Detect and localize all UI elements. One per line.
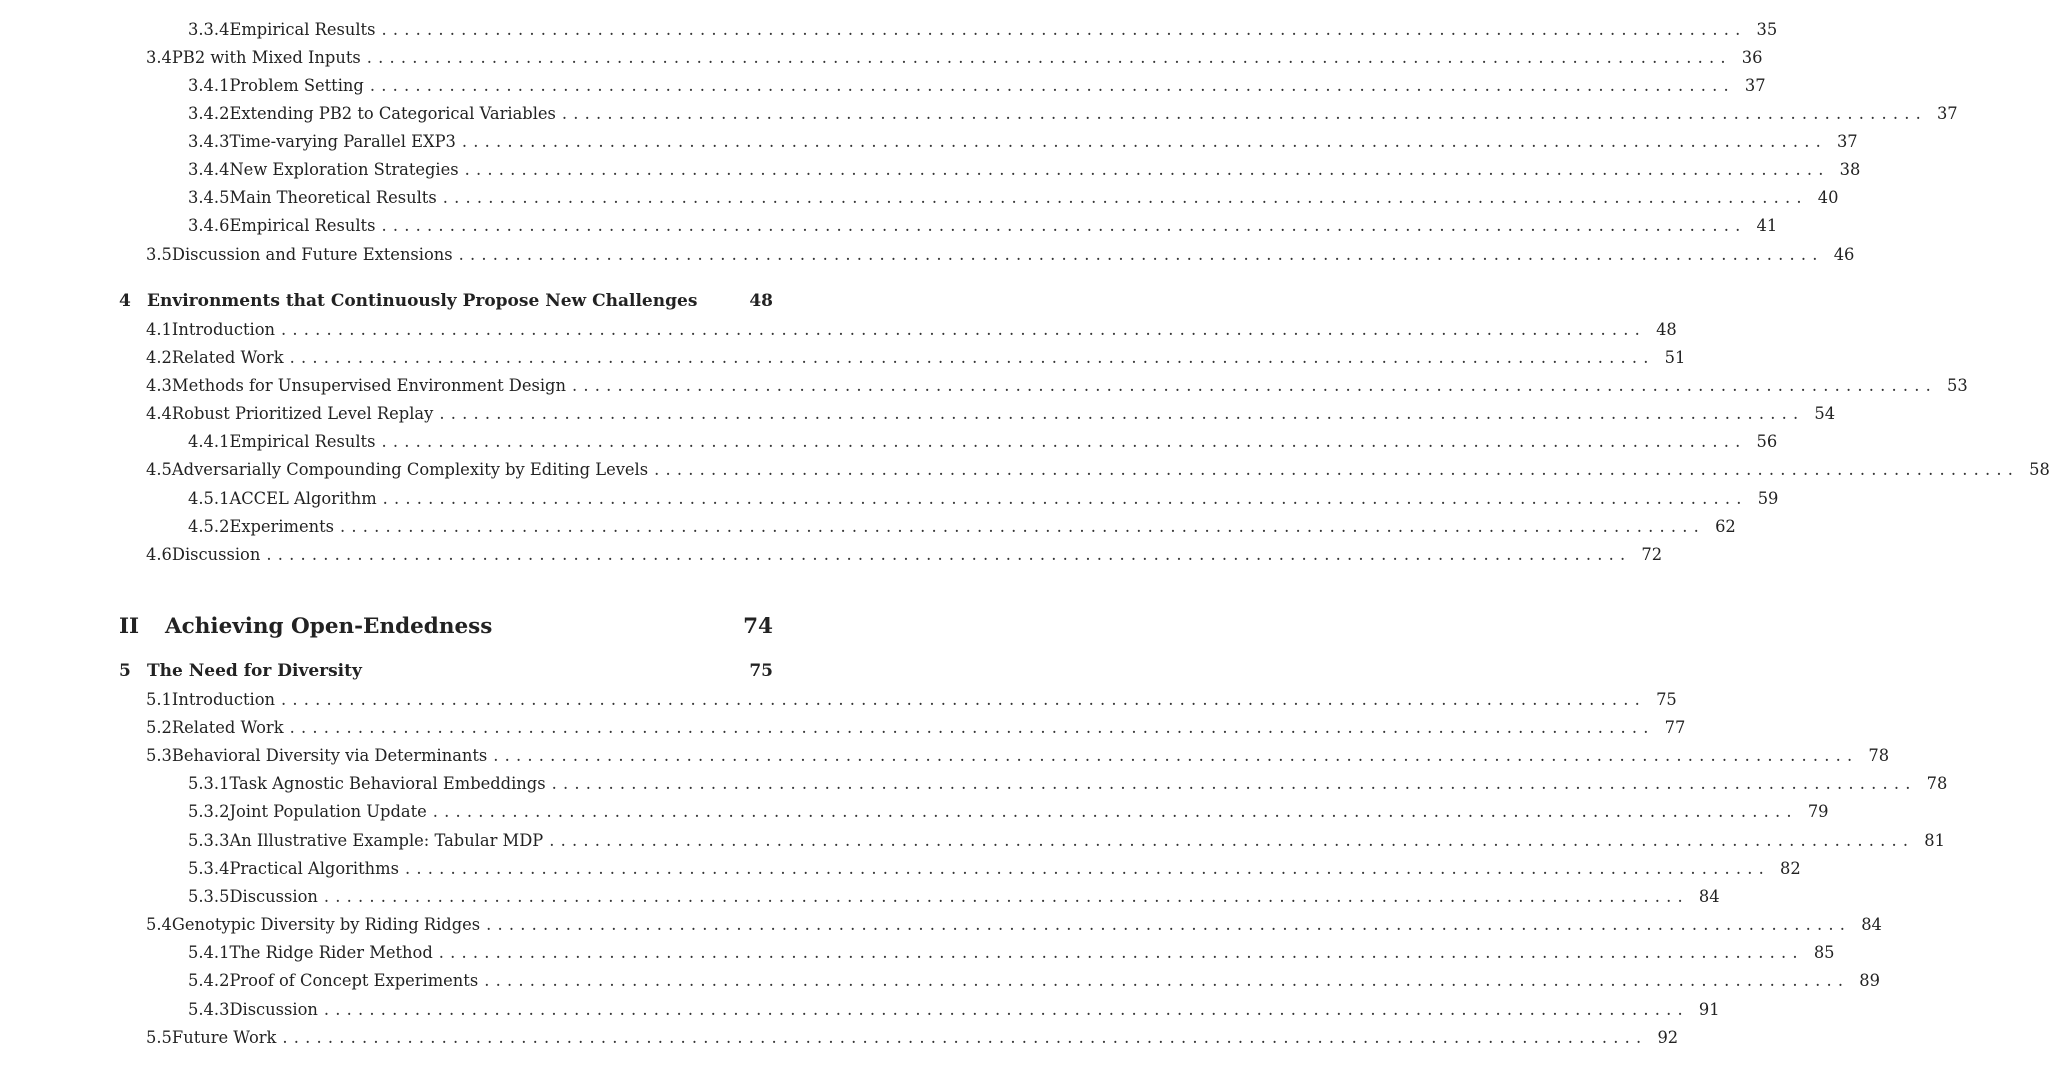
toc-page-number: 78 bbox=[1868, 745, 1890, 765]
toc-title: Related Work bbox=[171, 717, 284, 737]
dot-leader: ........................................................................................................................ bbox=[439, 403, 1805, 423]
toc-number: 4.5 bbox=[146, 459, 172, 479]
toc-page-number: 51 bbox=[1664, 347, 1686, 367]
toc-title: Related Work bbox=[171, 347, 284, 367]
toc-entry-sub[interactable] bbox=[188, 771, 1948, 795]
toc-number: 3.4.4 bbox=[188, 159, 230, 179]
toc-page-number: 89 bbox=[1859, 970, 1880, 990]
toc-entry-sub[interactable] bbox=[188, 486, 1779, 510]
dot-leader: ........................................................................................................................ bbox=[369, 75, 1735, 95]
toc-title: PB2 with Mixed Inputs bbox=[171, 47, 361, 67]
toc-entry-sec[interactable] bbox=[146, 401, 1836, 425]
toc-number: 3.3.4 bbox=[188, 19, 230, 39]
toc-title: Environments that Continuously Propose New Challenges bbox=[147, 291, 698, 311]
dot-leader: ........................................................................................................................ bbox=[381, 19, 1747, 39]
toc-title: Discussion bbox=[229, 999, 318, 1019]
toc-page-number: 91 bbox=[1698, 999, 1720, 1019]
toc-title: Discussion bbox=[229, 886, 318, 906]
toc-entry-sub[interactable] bbox=[188, 940, 1835, 964]
toc-title: Introduction bbox=[171, 319, 276, 339]
toc-page-number: 37 bbox=[1836, 131, 1858, 151]
dot-leader: ........................................................................................................................ bbox=[289, 717, 1655, 737]
dot-leader: ........................................................................................................................ bbox=[323, 999, 1689, 1019]
dot-leader: ........................................................................................................................ bbox=[432, 801, 1798, 821]
toc-entry-sec[interactable] bbox=[146, 242, 1855, 266]
toc-number: 3.5 bbox=[146, 244, 172, 264]
toc-number: 5.4 bbox=[146, 914, 172, 934]
toc-title: Empirical Results bbox=[229, 19, 376, 39]
toc-title: Discussion bbox=[171, 544, 261, 564]
toc-entry-sec[interactable] bbox=[146, 743, 1890, 767]
toc-title: Adversarially Compounding Complexity by Editing Levels bbox=[171, 459, 649, 479]
dot-leader: ........................................................................................................................ bbox=[549, 830, 1915, 850]
toc-entry-sub[interactable] bbox=[188, 185, 1839, 209]
dot-leader: ........................................................................................................................ bbox=[442, 187, 1808, 207]
toc-entry-sub[interactable] bbox=[188, 101, 1958, 125]
toc-number: II bbox=[119, 613, 140, 639]
toc-page-number: 48 bbox=[749, 291, 773, 311]
toc-number: 5.5 bbox=[146, 1027, 172, 1047]
dot-leader: ........................................................................................................................ bbox=[486, 914, 1852, 934]
toc-number: 4.4.1 bbox=[188, 431, 230, 451]
toc-page-number: 75 bbox=[1656, 689, 1677, 709]
toc-page-number: 41 bbox=[1756, 215, 1778, 235]
toc-page-number: 84 bbox=[1698, 886, 1720, 906]
toc-title: Discussion and Future Extensions bbox=[171, 244, 453, 264]
toc-entry-sub[interactable] bbox=[188, 856, 1801, 880]
toc-title: Proof of Concept Experiments bbox=[229, 970, 479, 990]
dot-leader: ........................................................................................................................ bbox=[461, 131, 1827, 151]
dot-leader: ........................................................................................................................ bbox=[382, 488, 1748, 508]
toc-page-number: 92 bbox=[1657, 1027, 1679, 1047]
toc-title: An Illustrative Example: Tabular MDP bbox=[229, 830, 544, 850]
toc-page-number: 59 bbox=[1757, 488, 1779, 508]
toc-number: 3.4.1 bbox=[188, 75, 230, 95]
toc-number: 4.2 bbox=[146, 347, 172, 367]
toc-title: Experiments bbox=[229, 516, 335, 536]
toc-page-number: 37 bbox=[1936, 103, 1958, 123]
dot-leader: ........................................................................................................................ bbox=[464, 159, 1830, 179]
toc-number: 3.4 bbox=[146, 47, 172, 67]
toc-title: Behavioral Diversity via Determinants bbox=[171, 745, 488, 765]
toc-number: 5.3 bbox=[146, 745, 172, 765]
toc-page-number: 84 bbox=[1861, 914, 1882, 934]
dot-leader: ........................................................................................................................ bbox=[381, 215, 1747, 235]
dot-leader: ........................................................................................................................ bbox=[282, 1027, 1648, 1047]
toc-title: Achieving Open-Endedness bbox=[165, 613, 493, 639]
toc-page-number: 74 bbox=[743, 613, 773, 639]
toc-number: 5.3.3 bbox=[188, 830, 230, 850]
toc-entry-sub[interactable] bbox=[188, 968, 1880, 992]
toc-entry-sub[interactable] bbox=[188, 213, 1778, 237]
dot-leader: ........................................................................................................................ bbox=[366, 47, 1732, 67]
dot-leader: ........................................................................................................................ bbox=[289, 347, 1655, 367]
dot-leader: ........................................................................................................................ bbox=[571, 375, 1937, 395]
toc-number: 3.4.2 bbox=[188, 103, 230, 123]
toc-title: Genotypic Diversity by Riding Ridges bbox=[171, 914, 481, 934]
toc-page-number: 46 bbox=[1833, 244, 1855, 264]
toc-number: 4.4 bbox=[146, 403, 172, 423]
toc-entry-sec[interactable] bbox=[146, 912, 1882, 936]
toc-number: 5.4.1 bbox=[188, 942, 230, 962]
dot-leader: ........................................................................................................................ bbox=[404, 858, 1771, 878]
toc-number: 4.3 bbox=[146, 375, 172, 395]
toc-page-number: 85 bbox=[1813, 942, 1835, 962]
toc-entry-sub[interactable] bbox=[188, 828, 1945, 852]
toc-title: Joint Population Update bbox=[229, 801, 427, 821]
dot-leader: ........................................................................................................................ bbox=[281, 319, 1647, 339]
toc-title: The Need for Diversity bbox=[147, 661, 362, 681]
toc-entry-chap[interactable] bbox=[119, 659, 773, 683]
toc-title: Time-varying Parallel EXP3 bbox=[229, 131, 456, 151]
toc-number: 5.3.1 bbox=[188, 773, 230, 793]
toc-number: 5.3.2 bbox=[188, 801, 230, 821]
toc-title: The Ridge Rider Method bbox=[229, 942, 433, 962]
toc-number: 4.5.2 bbox=[188, 516, 230, 536]
toc-number: 5 bbox=[119, 661, 131, 681]
toc-number: 4.1 bbox=[146, 319, 172, 339]
toc-title: New Exploration Strategies bbox=[229, 159, 459, 179]
dot-leader: ........................................................................................................................ bbox=[323, 886, 1689, 906]
toc-title: Empirical Results bbox=[229, 215, 376, 235]
toc-entry-sub[interactable] bbox=[188, 997, 1720, 1021]
dot-leader: ........................................................................................................................ bbox=[458, 244, 1824, 264]
toc-page-number: 37 bbox=[1744, 75, 1766, 95]
toc-number: 4 bbox=[119, 291, 131, 311]
toc-entry-sec[interactable] bbox=[146, 373, 1968, 397]
toc-number: 4.5.1 bbox=[188, 488, 230, 508]
toc-entry-sub[interactable] bbox=[188, 157, 1861, 181]
toc-title: Task Agnostic Behavioral Embeddings bbox=[229, 773, 546, 793]
toc-page-number: 79 bbox=[1807, 801, 1829, 821]
toc-entry-sec[interactable] bbox=[146, 715, 1686, 739]
dot-leader: ........................................................................................................................ bbox=[381, 431, 1747, 451]
toc-page-number: 36 bbox=[1741, 47, 1763, 67]
toc-page-number: 78 bbox=[1926, 773, 1948, 793]
toc-title: Practical Algorithms bbox=[229, 858, 399, 878]
toc-page-number: 82 bbox=[1780, 858, 1801, 878]
toc-page-number: 81 bbox=[1924, 830, 1945, 850]
dot-leader: ........................................................................................................................ bbox=[281, 689, 1647, 709]
toc-page-number: 77 bbox=[1664, 717, 1686, 737]
toc-page-number: 35 bbox=[1756, 19, 1778, 39]
toc-page-number: 58 bbox=[2029, 459, 2050, 479]
toc-entry-sub[interactable] bbox=[188, 429, 1778, 453]
toc-entry-chap[interactable] bbox=[119, 289, 773, 313]
toc-page-number: 54 bbox=[1814, 403, 1836, 423]
toc-number: 3.4.5 bbox=[188, 187, 230, 207]
toc-number: 5.4.2 bbox=[188, 970, 230, 990]
toc-title: Robust Prioritized Level Replay bbox=[171, 403, 434, 423]
toc-number: 5.1 bbox=[146, 689, 172, 709]
toc-page-number: 75 bbox=[749, 661, 773, 681]
toc-entry-sec[interactable] bbox=[146, 457, 2050, 481]
dot-leader: ........................................................................................................................ bbox=[551, 773, 1917, 793]
toc-entry-sec[interactable] bbox=[146, 317, 1677, 341]
toc-page-number: 40 bbox=[1817, 187, 1839, 207]
toc-entry-sec[interactable] bbox=[146, 45, 1763, 69]
toc-page-number: 56 bbox=[1756, 431, 1778, 451]
toc-number: 3.4.6 bbox=[188, 215, 230, 235]
toc-title: Main Theoretical Results bbox=[229, 187, 437, 207]
dot-leader: ........................................................................................................................ bbox=[438, 942, 1804, 962]
toc-title: ACCEL Algorithm bbox=[229, 488, 377, 508]
toc-entry-sec[interactable] bbox=[146, 542, 1663, 566]
toc-number: 5.3.5 bbox=[188, 886, 230, 906]
toc-page-number: 38 bbox=[1839, 159, 1861, 179]
toc-page-number: 72 bbox=[1641, 544, 1663, 564]
toc-entry-part[interactable] bbox=[119, 611, 773, 641]
toc-number: 5.3.4 bbox=[188, 858, 230, 878]
toc-number: 3.4.3 bbox=[188, 131, 230, 151]
toc-entry-sec[interactable] bbox=[146, 1025, 1679, 1049]
toc-title: Introduction bbox=[171, 689, 276, 709]
toc-entry-sec[interactable] bbox=[146, 345, 1686, 369]
toc-entry-sec[interactable] bbox=[146, 687, 1677, 711]
toc-number: 4.6 bbox=[146, 544, 172, 564]
dot-leader: ........................................................................................................................ bbox=[266, 544, 1632, 564]
dot-leader: ........................................................................................................................ bbox=[484, 970, 1850, 990]
dot-leader: ........................................................................................................................ bbox=[493, 745, 1859, 765]
toc-title: Empirical Results bbox=[229, 431, 376, 451]
toc-entry-sub[interactable] bbox=[188, 799, 1829, 823]
dot-leader: ........................................................................................................................ bbox=[340, 516, 1706, 536]
toc-title: Methods for Unsupervised Environment Design bbox=[171, 375, 566, 395]
toc-number: 5.2 bbox=[146, 717, 172, 737]
dot-leader: ........................................................................................................................ bbox=[561, 103, 1927, 123]
toc-entry-sub[interactable] bbox=[188, 73, 1766, 97]
toc-number: 5.4.3 bbox=[188, 999, 230, 1019]
toc-title: Extending PB2 to Categorical Variables bbox=[229, 103, 556, 123]
toc-entry-sub[interactable] bbox=[188, 129, 1858, 153]
toc-page-number: 48 bbox=[1656, 319, 1677, 339]
toc-title: Problem Setting bbox=[229, 75, 364, 95]
toc-entry-sub[interactable] bbox=[188, 884, 1720, 908]
toc-entry-sub[interactable] bbox=[188, 514, 1736, 538]
toc-page-number: 53 bbox=[1947, 375, 1968, 395]
toc-entry-sub[interactable] bbox=[188, 17, 1778, 41]
toc-title: Future Work bbox=[171, 1027, 277, 1047]
toc-page-number: 62 bbox=[1715, 516, 1736, 536]
dot-leader: ........................................................................................................................ bbox=[654, 459, 2020, 479]
